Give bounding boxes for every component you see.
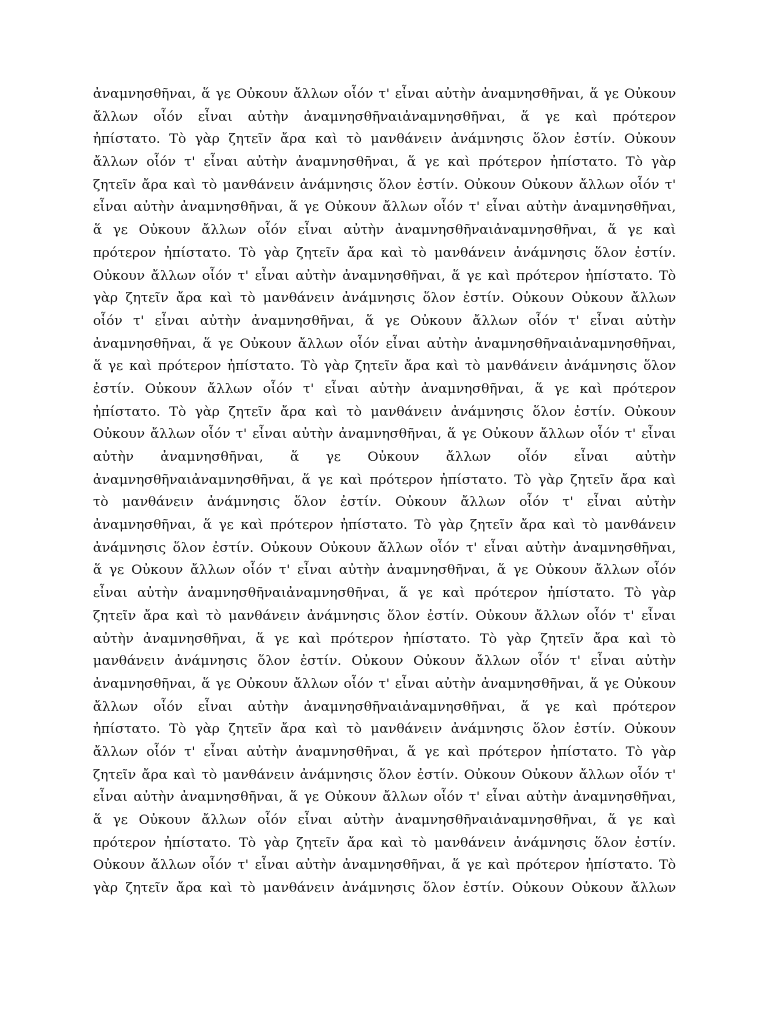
text-line: Οὐκουν ἄλλων οἷόν τ' εἶναι αὐτὴν ἀναμνησθῆναι, ἅ γε Οὐκουν ἄλλων οἷόν τ' εἶναι	[93, 427, 676, 443]
text-line: ἀναμνησθῆναιἀναμνησθῆναι, ἅ γε καὶ πρότερον ἠπίστατο. Τὸ γὰρ ζητεῖν ἄρα καὶ	[93, 472, 676, 488]
text-line: ἠπίστατο. Τὸ γὰρ ζητεῖν ἄρα καὶ τὸ μανθάνειν ἀνάμνησις ὅλον ἐστίν. Οὐκουν	[93, 132, 676, 148]
text-line: εἶναι αὐτὴν ἀναμνησθῆναιἀναμνησθῆναι, ἅ γε καὶ πρότερον ἠπίστατο. Τὸ γὰρ	[93, 586, 676, 602]
text-line: αὐτὴν ἀναμνησθῆναι, ἅ γε καὶ πρότερον ἠπίστατο. Τὸ γὰρ ζητεῖν ἄρα καὶ τὸ	[93, 631, 676, 647]
body-paragraph	[93, 84, 676, 901]
text-line: οἷόν τ' εἶναι αὐτὴν ἀναμνησθῆναι, ἅ γε Οὐκουν ἄλλων οἷόν τ' εἶναι αὐτὴν	[93, 313, 676, 329]
text-line: ἅ γε Οὐκουν ἄλλων οἷόν εἶναι αὐτὴν ἀναμνησθῆναιἀναμνησθῆναι, ἅ γε καὶ	[93, 813, 676, 828]
text-line: αὐτὴν ἀναμνησθῆναι, ἅ γε Οὐκουν ἄλλων οἷόν εἶναι αὐτὴν	[93, 450, 676, 465]
text-line: ἐστίν. Οὐκουν ἄλλων οἷόν τ' εἶναι αὐτὴν ἀναμνησθῆναι, ἅ γε καὶ πρότερον	[93, 381, 676, 397]
text-line: ἅ γε Οὐκουν ἄλλων οἷόν εἶναι αὐτὴν ἀναμνησθῆναιἀναμνησθῆναι, ἅ γε καὶ	[93, 223, 676, 239]
text-line: ἄλλων οἷόν εἶναι αὐτὴν ἀναμνησθῆναιἀναμνησθῆναι, ἅ γε καὶ πρότερον	[93, 109, 676, 125]
text-line: ἀναμνησθῆναι, ἅ γε Οὐκουν ἄλλων οἷόν τ' εἶναι αὐτὴν ἀναμνησθῆναι, ἅ γε Οὐκουν	[93, 87, 676, 102]
text-line: εἶναι αὐτὴν ἀναμνησθῆναι, ἅ γε Οὐκουν ἄλλων οἷόν τ' εἶναι αὐτὴν ἀναμνησθῆναι,	[93, 790, 676, 806]
text-line: ζητεῖν ἄρα καὶ τὸ μανθάνειν ἀνάμνησις ὅλον ἐστίν. Οὐκουν ἄλλων οἷόν τ' εἶναι	[93, 608, 676, 624]
text-line: ἠπίστατο. Τὸ γὰρ ζητεῖν ἄρα καὶ τὸ μανθάνειν ἀνάμνησις ὅλον ἐστίν. Οὐκουν	[93, 404, 676, 420]
text-line: ἀναμνησθῆναι, ἅ γε Οὐκουν ἄλλων οἷόν τ' εἶναι αὐτὴν ἀναμνησθῆναι, ἅ γε Οὐκουν	[93, 676, 676, 692]
text-line: ἄλλων οἷόν εἶναι αὐτὴν ἀναμνησθῆναιἀναμνησθῆναι, ἅ γε καὶ πρότερον	[93, 699, 676, 715]
text-line: γὰρ ζητεῖν ἄρα καὶ τὸ μανθάνειν ἀνάμνησις ὅλον ἐστίν. Οὐκουν Οὐκουν ἄλλων	[93, 881, 676, 897]
text-line: ἄλλων οἷόν τ' εἶναι αὐτὴν ἀναμνησθῆναι, ἅ γε καὶ πρότερον ἠπίστατο. Τὸ γὰρ	[93, 744, 676, 760]
text-line: ἀναμνησθῆναι, ἅ γε Οὐκουν ἄλλων οἷόν εἶναι αὐτὴν ἀναμνησθῆναιἀναμνησθῆναι,	[93, 336, 676, 352]
text-line: ἄλλων οἷόν τ' εἶναι αὐτὴν ἀναμνησθῆναι, ἅ γε καὶ πρότερον ἠπίστατο. Τὸ γὰρ	[93, 155, 676, 171]
text-line: Οὐκουν ἄλλων οἷόν τ' εἶναι αὐτὴν ἀναμνησθῆναι, ἅ γε καὶ πρότερον ἠπίστατο. Τὸ	[93, 858, 676, 874]
text-line: Οὐκουν ἄλλων οἷόν τ' εἶναι αὐτὴν ἀναμνησθῆναι, ἅ γε καὶ πρότερον ἠπίστατο. Τὸ	[93, 268, 676, 284]
text-line: πρότερον ἠπίστατο. Τὸ γὰρ ζητεῖν ἄρα καὶ τὸ μανθάνειν ἀνάμνησις ὅλον ἐστίν.	[93, 245, 676, 261]
text-line: ἠπίστατο. Τὸ γὰρ ζητεῖν ἄρα καὶ τὸ μανθάνειν ἀνάμνησις ὅλον ἐστίν. Οὐκουν	[93, 722, 676, 738]
text-line: ἅ γε καὶ πρότερον ἠπίστατο. Τὸ γὰρ ζητεῖν ἄρα καὶ τὸ μανθάνειν ἀνάμνησις ὅλον	[93, 359, 676, 375]
text-line: μανθάνειν ἀνάμνησις ὅλον ἐστίν. Οὐκουν Οὐκουν ἄλλων οἷόν τ' εἶναι αὐτὴν	[93, 654, 676, 670]
text-line: ἀνάμνησις ὅλον ἐστίν. Οὐκουν Οὐκουν ἄλλων οἷόν τ' εἶναι αὐτὴν ἀναμνησθῆναι,	[93, 540, 676, 556]
text-line: τὸ μανθάνειν ἀνάμνησις ὅλον ἐστίν. Οὐκουν ἄλλων οἷόν τ' εἶναι αὐτὴν	[93, 495, 676, 511]
text-line: εἶναι αὐτὴν ἀναμνησθῆναι, ἅ γε Οὐκουν ἄλλων οἷόν τ' εἶναι αὐτὴν ἀναμνησθῆναι,	[93, 200, 676, 216]
text-line: πρότερον ἠπίστατο. Τὸ γὰρ ζητεῖν ἄρα καὶ τὸ μανθάνειν ἀνάμνησις ὅλον ἐστίν.	[93, 835, 676, 851]
text-line: γὰρ ζητεῖν ἄρα καὶ τὸ μανθάνειν ἀνάμνησις ὅλον ἐστίν. Οὐκουν Οὐκουν ἄλλων	[93, 291, 676, 307]
text-line: ἀναμνησθῆναι, ἅ γε καὶ πρότερον ἠπίστατο. Τὸ γὰρ ζητεῖν ἄρα καὶ τὸ μανθάνειν	[93, 518, 676, 534]
text-line: ζητεῖν ἄρα καὶ τὸ μανθάνειν ἀνάμνησις ὅλον ἐστίν. Οὐκουν Οὐκουν ἄλλων οἷόν τ'	[93, 177, 676, 193]
text-line: ἅ γε Οὐκουν ἄλλων οἷόν τ' εἶναι αὐτὴν ἀναμνησθῆναι, ἅ γε Οὐκουν ἄλλων οἷόν	[93, 563, 676, 579]
text-line: ζητεῖν ἄρα καὶ τὸ μανθάνειν ἀνάμνησις ὅλον ἐστίν. Οὐκουν Οὐκουν ἄλλων οἷόν τ'	[93, 767, 676, 783]
